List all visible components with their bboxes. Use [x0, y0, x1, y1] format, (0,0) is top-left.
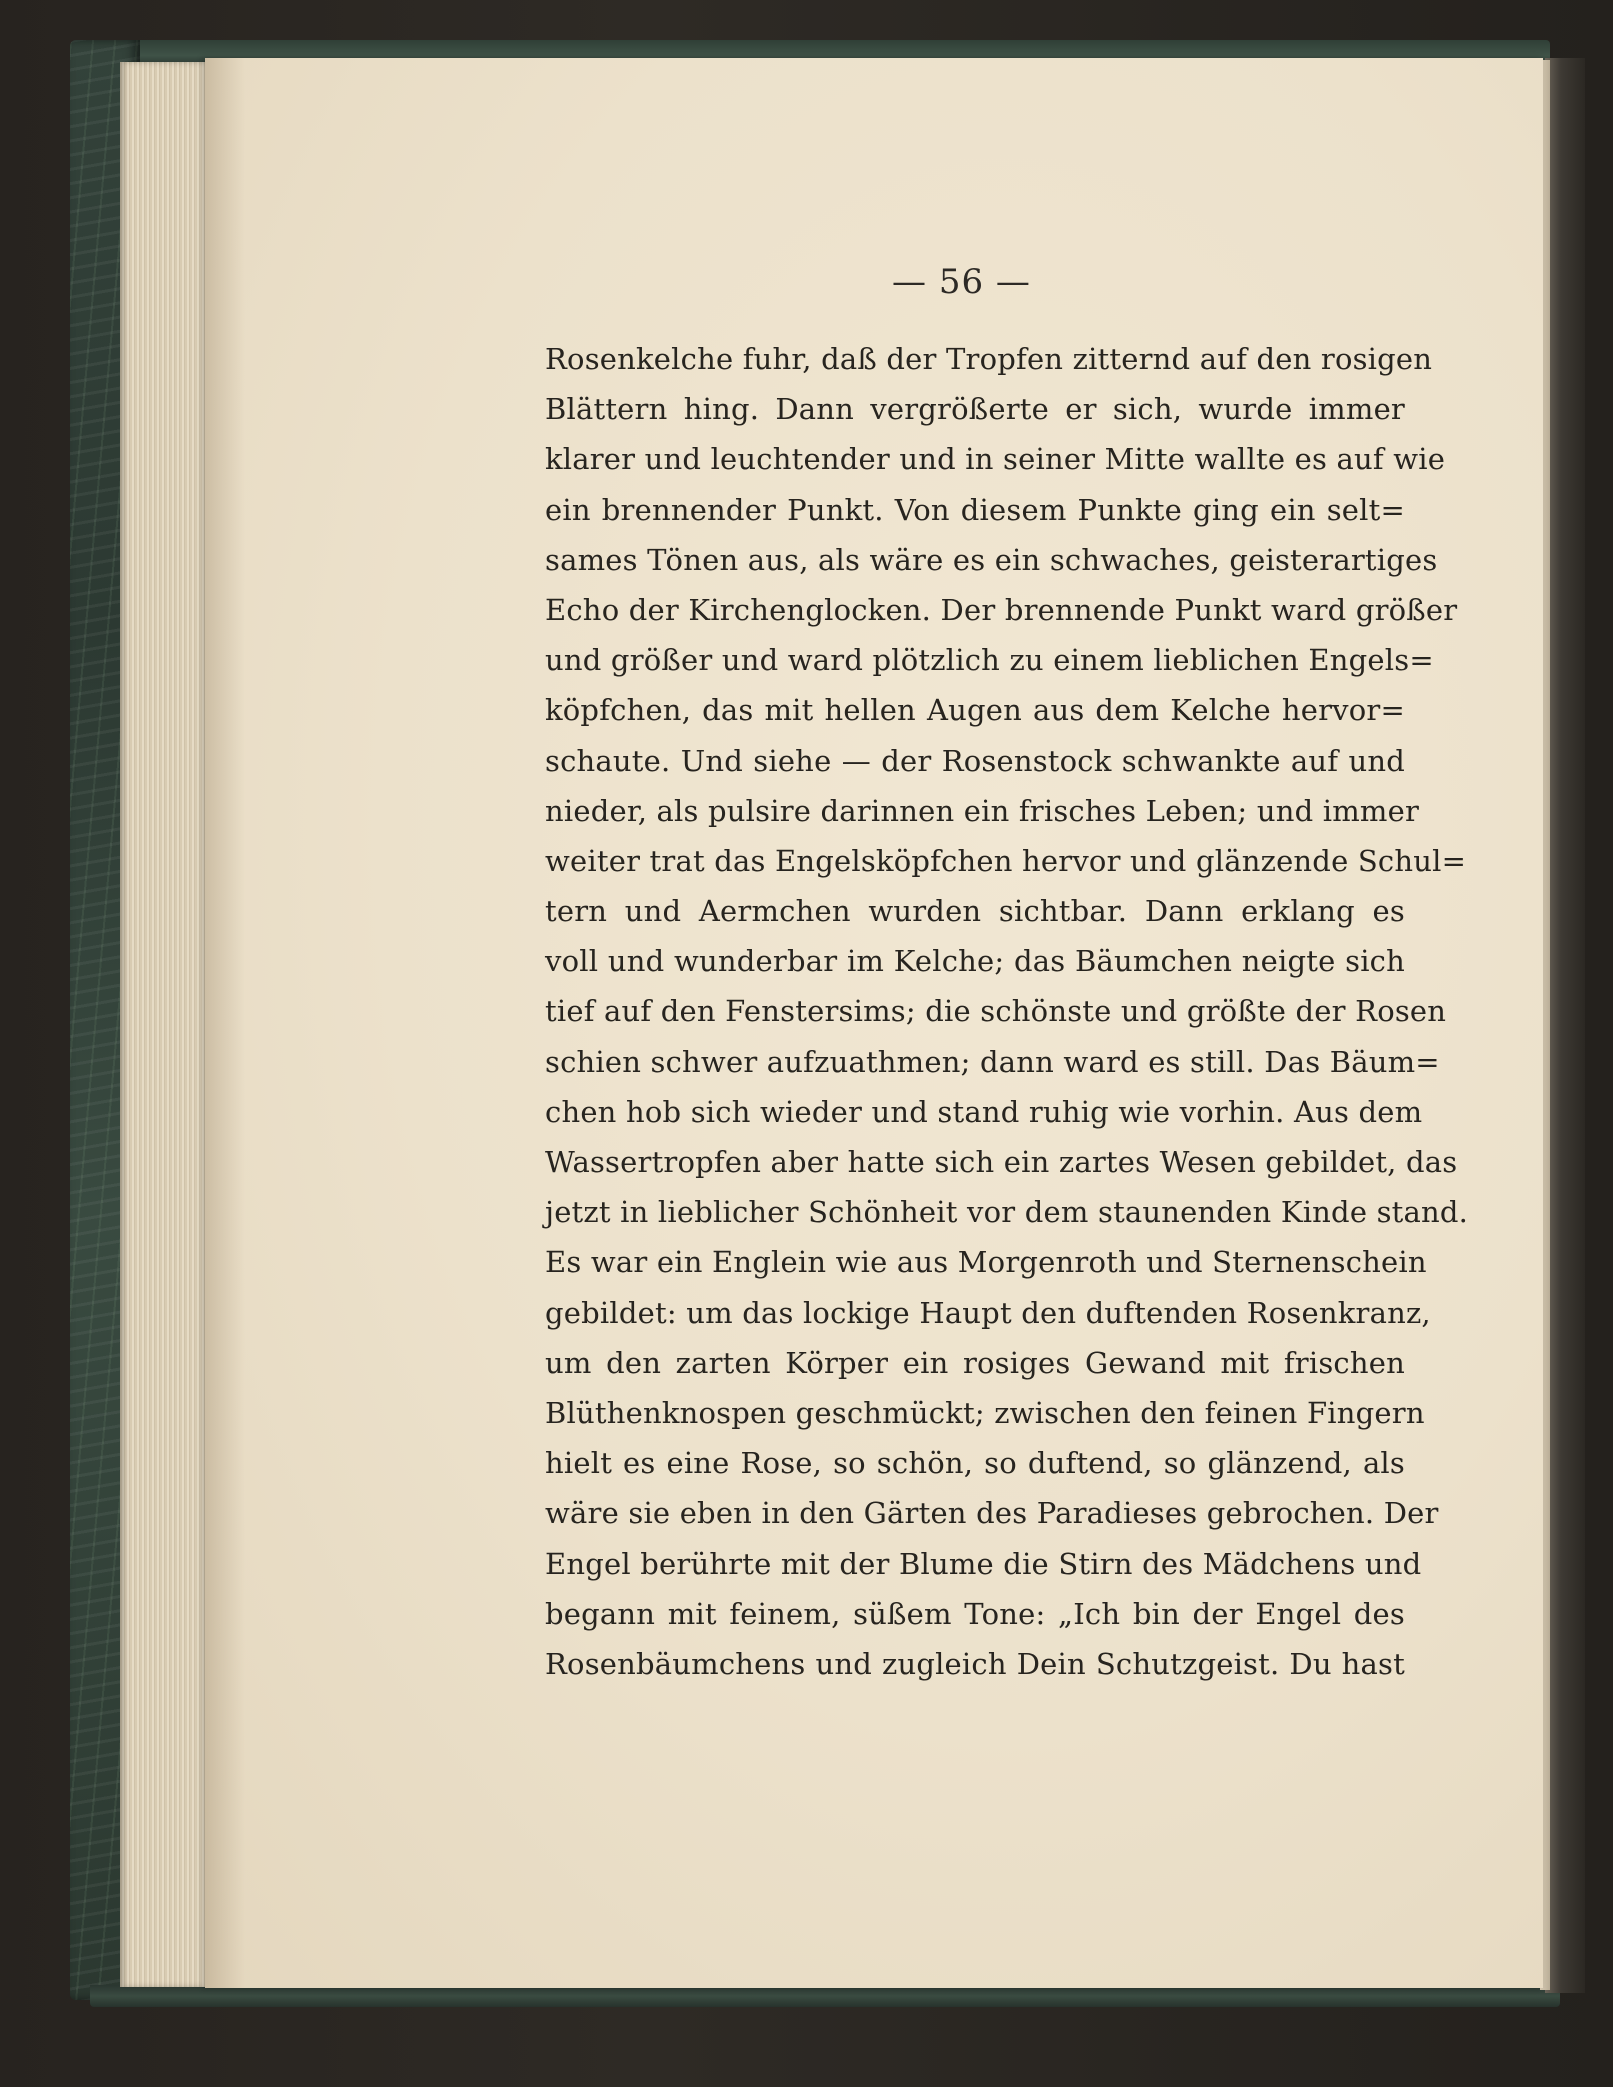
text-line: weiter trat das Engelsköpfchen hervor und glänzende Schul= [545, 843, 1467, 878]
text-line: nieder, als pulsire darinnen ein frisches Leben; und immer [545, 793, 1420, 828]
text-line: tern und Aermchen wurden sichtbar. Dann erklang es [545, 894, 1405, 929]
page-gutter-shadow [205, 58, 245, 1988]
page-number: — 56 — [892, 262, 1031, 302]
text-line: wäre sie eben in den Gärten des Paradieses gebrochen. Der [545, 1496, 1439, 1531]
text-line: chen hob sich wieder und stand ruhig wie vorhin. Aus dem [545, 1094, 1423, 1129]
text-line: um den zarten Körper ein rosiges Gewand mit frischen [545, 1345, 1405, 1380]
text-line: köpfchen, das mit hellen Augen aus dem Kelche hervor= [545, 693, 1405, 728]
text-line: Rosenkelche fuhr, daß der Tropfen zitternd auf den rosigen [545, 342, 1433, 376]
text-line: klarer und leuchtender und in seiner Mitte wallte es auf wie [545, 442, 1446, 477]
text-line: Es war ein Englein wie aus Morgenroth und Sternenschein [545, 1245, 1427, 1280]
text-line: und größer und ward plötzlich zu einem lieblichen Engels= [545, 643, 1434, 678]
text-line: Echo der Kirchenglocken. Der brennende Punkt ward größer [545, 592, 1458, 627]
text-line: Blüthenknospen geschmückt; zwischen den feinen Fingern [545, 1395, 1425, 1430]
text-line: Engel berührte mit der Blume die Stirn des Mädchens und [545, 1546, 1422, 1581]
text-line: Wassertropfen aber hatte sich ein zartes Wesen gebildet, das [545, 1145, 1458, 1179]
text-line: ein brennender Punkt. Von diesem Punkte ging ein selt= [545, 492, 1405, 527]
text-line: voll und wunderbar im Kelche; das Bäumchen neigte sich [545, 944, 1405, 979]
text-line: jetzt in lieblicher Schönheit vor dem staunenden Kinde stand. [545, 1195, 1469, 1230]
text-line: sames Tönen aus, als wäre es ein schwaches, geisterartiges [545, 542, 1438, 577]
text-line: schien schwer aufzuathmen; dann ward es still. Das Bäum= [545, 1044, 1440, 1079]
text-line: begann mit feinem, süßem Tone: „Ich bin der Engel des [545, 1596, 1405, 1631]
text-line: gebildet: um das lockige Haupt den duftenden Rosenkranz, [545, 1295, 1431, 1330]
body-text [545, 334, 1469, 1689]
text-line: hielt es eine Rose, so schön, so duftend, so glänzend, als [545, 1446, 1405, 1481]
text-line: schaute. Und siehe — der Rosenstock schwankte auf und [545, 743, 1405, 778]
text-line: tief auf den Fenstersims; die schönste und größte der Rosen [545, 994, 1447, 1029]
book-cover-bottom [90, 1985, 1560, 2007]
book-right-edge [1545, 58, 1585, 1993]
text-line: Rosenbäumchens und zugleich Dein Schutzgeist. Du hast [545, 1646, 1405, 1681]
text-line: Blättern hing. Dann vergrößerte er sich, wurde immer [545, 392, 1405, 427]
